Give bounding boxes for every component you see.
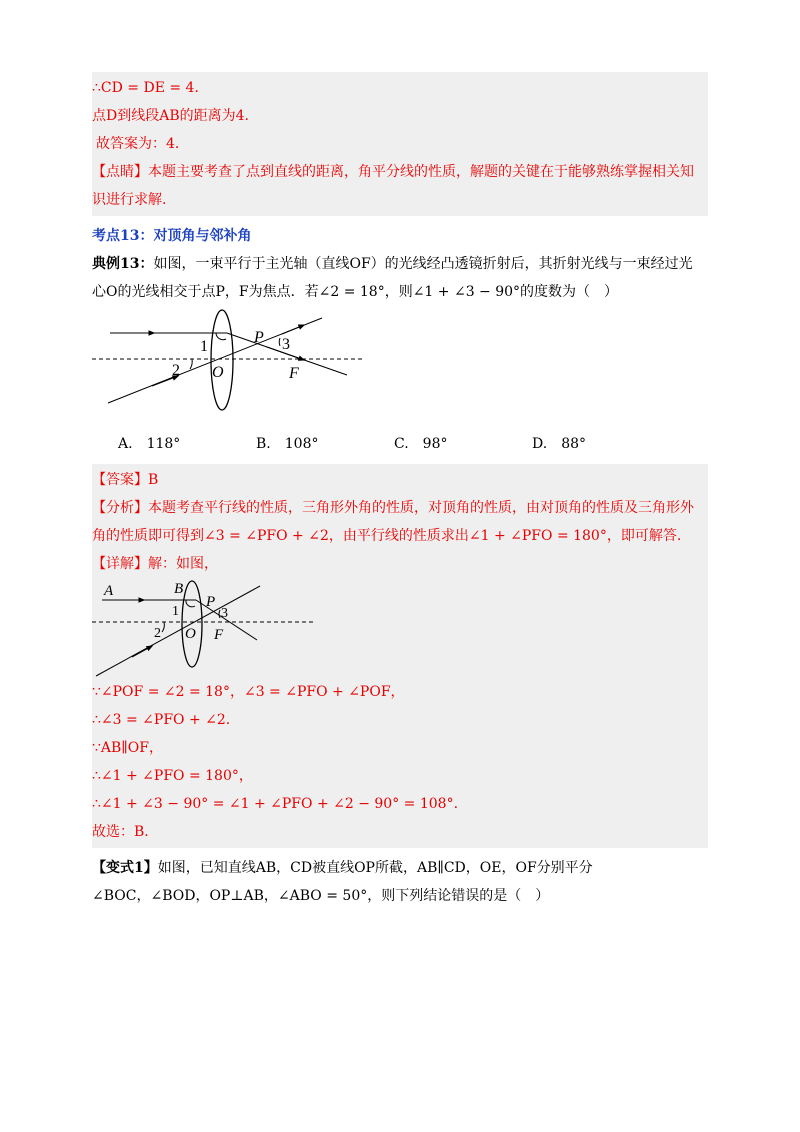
step-4: ∴∠1 + ∠PFO = 180°，: [92, 768, 253, 784]
analysis-line-1: 【分析】本题考查平行线的性质，三角形外角的性质，对顶角的性质，由对顶角的性质及三角形外: [92, 500, 694, 516]
option-a: A. 118°: [118, 436, 181, 452]
step-3: ∵AB∥OF，: [92, 740, 163, 756]
step-6: 故选：B.: [92, 824, 149, 840]
example-text-2: 心O的光线相交于点P，F为焦点．若∠2 = 18°，则∠1 + ∠3 − 90°的度数为（ ）: [92, 284, 619, 300]
variant-text-1: 如图，已知直线AB，CD被直线OP所截，AB∥CD，OE，OF分别平分: [157, 860, 593, 876]
center-ray-arrow-2: [282, 325, 304, 334]
option-d: D. 88°: [532, 436, 587, 452]
label-P-fig2: P: [206, 594, 216, 610]
option-c: C. 98°: [394, 436, 448, 452]
angle-2-arc: [190, 359, 192, 369]
example-label: 典例13：: [92, 256, 154, 272]
step-5: ∴∠1 + ∠3 − 90° = ∠1 + ∠PFO + ∠2 − 90° = 108°.: [92, 796, 459, 812]
angle-2-arc-2: [162, 622, 164, 632]
label-P: P: [254, 329, 264, 346]
angle-1-arc: [216, 333, 226, 340]
prev-comment-2: 识进行求解.: [92, 192, 167, 208]
label-O: O: [212, 364, 224, 381]
lens-figure-1: [92, 306, 708, 426]
option-b: B. 108°: [256, 436, 319, 452]
variant-question: [92, 854, 708, 910]
label-F: F: [289, 365, 299, 382]
prev-answer: 故答案为：4．: [96, 136, 189, 152]
label-1: 1: [200, 338, 208, 355]
document-page: [92, 72, 708, 910]
label-A: A: [104, 583, 114, 599]
step-1: ∵∠POF = ∠2 = 18°，∠3 = ∠PFO + ∠POF，: [92, 684, 405, 700]
step-2: ∴∠3 = ∠PFO + ∠2.: [92, 712, 231, 728]
label-2-fig2: 2: [154, 626, 161, 641]
label-1-fig2: 1: [172, 604, 179, 619]
solution-block: [92, 464, 708, 848]
convex-lens: [211, 310, 233, 410]
lens-figure-2: [92, 578, 708, 678]
prev-comment-1: 【点睛】本题主要考查了点到直线的距离，角平分线的性质，解题的关键在于能够熟练掌握相关知: [92, 164, 694, 180]
label-3: 3: [282, 336, 290, 353]
angle-3-arc: [279, 338, 280, 346]
variant-label: 【变式1】: [92, 860, 158, 876]
detail-intro: 【详解】解：如图，: [92, 556, 218, 572]
label-B: B: [174, 581, 184, 597]
section-title: 考点13：对顶角与邻补角: [92, 228, 252, 244]
angle-1-arc-2: [186, 600, 195, 607]
label-3-fig2: 3: [221, 606, 228, 621]
convex-lens-2: [182, 581, 202, 667]
label-F-fig2: F: [214, 627, 224, 643]
answer-line: 【答案】B: [92, 472, 159, 488]
variant-text-2: ∠BOC，∠BOD，OP⊥AB，∠ABO = 50°，则下列结论错误的是（ ）: [92, 888, 550, 904]
prev-distance: 点D到线段AB的距离为4.: [92, 108, 249, 124]
prev-conclusion: ∴CD = DE = 4．: [92, 80, 209, 96]
center-ray-2-arrow: [132, 646, 152, 657]
example-question: [92, 250, 708, 306]
previous-solution-block: [92, 72, 708, 216]
answer-options: [92, 430, 708, 458]
label-2: 2: [172, 362, 180, 379]
angle-3-arc-2: [219, 610, 220, 618]
label-O-fig2: O: [185, 626, 196, 642]
example-text-1: 如图，一束平行于主光轴（直线OF）的光线经凸透镜折射后，其折射光线与一束经过光: [153, 256, 693, 272]
analysis-line-2: 角的性质即可得到∠3 = ∠PFO + ∠2，由平行线的性质求出∠1 + ∠PFO = 180°，即可解答.: [92, 528, 682, 544]
